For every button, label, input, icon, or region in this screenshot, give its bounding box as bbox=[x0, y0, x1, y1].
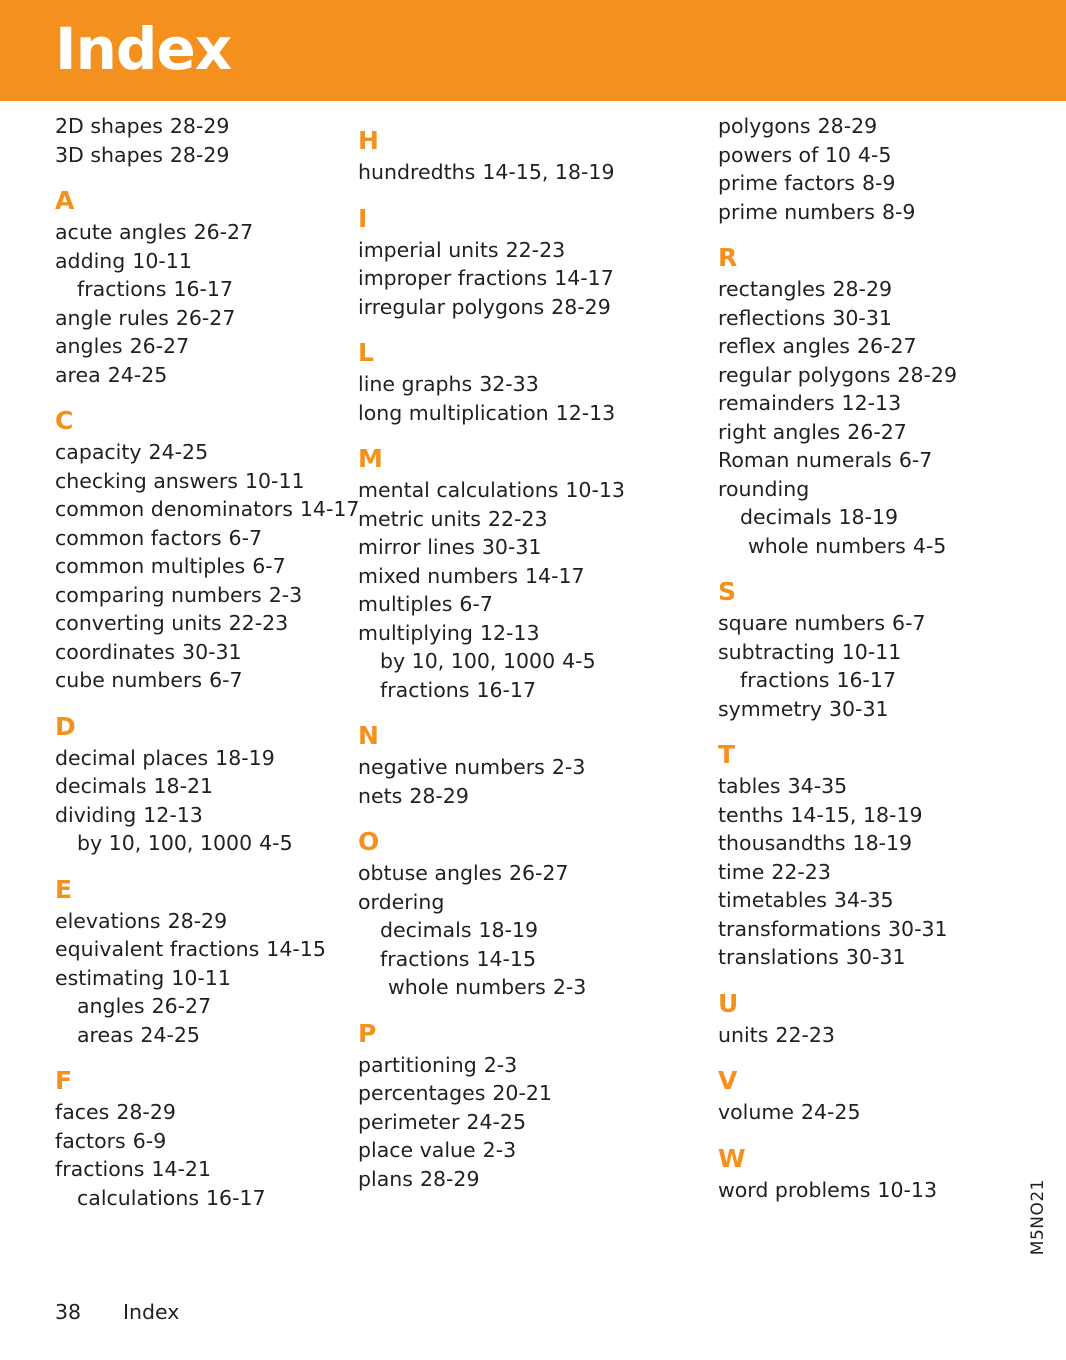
index-entry-term: coordinates bbox=[55, 639, 176, 664]
index-entry[interactable] bbox=[55, 772, 330, 801]
index-entry-term: common multiples bbox=[55, 554, 246, 578]
index-entry[interactable] bbox=[358, 859, 660, 888]
index-entry-term: fractions bbox=[740, 668, 830, 692]
index-entry-term: obtuse angles bbox=[358, 861, 502, 885]
index-entry-pages: 2-3 bbox=[552, 975, 587, 999]
index-entry[interactable] bbox=[718, 475, 1066, 504]
index-entry-term: remainders bbox=[718, 391, 835, 415]
index-entry[interactable] bbox=[718, 695, 1066, 724]
index-entry-pages: 6-7 bbox=[898, 448, 933, 472]
index-entry-pages: 10-11 bbox=[841, 639, 902, 664]
index-entry-pages: 12-13 bbox=[841, 391, 902, 415]
index-top-entries bbox=[55, 112, 330, 169]
index-entry-pages: 28-29 bbox=[116, 1100, 176, 1124]
index-entry-term: percentages bbox=[358, 1081, 486, 1105]
index-entry-pages: 12-13 bbox=[143, 802, 203, 827]
index-entry[interactable] bbox=[55, 112, 330, 141]
index-letter-heading: E bbox=[55, 874, 73, 904]
index-entry-term: common denominators bbox=[55, 497, 293, 521]
index-entry[interactable] bbox=[718, 275, 1066, 304]
index-entry-term: angle rules bbox=[55, 305, 169, 330]
index-entry[interactable] bbox=[718, 858, 1066, 887]
index-entry-pages: 32-33 bbox=[479, 372, 539, 396]
index-entry[interactable] bbox=[358, 973, 660, 1002]
index-entry-pages: 28-29 bbox=[897, 362, 957, 387]
index-entry-term: nets bbox=[358, 783, 403, 808]
index-entry-pages: 26-27 bbox=[175, 305, 236, 330]
index-entry-term: square numbers bbox=[718, 611, 886, 635]
index-entry-term: cube numbers bbox=[55, 668, 203, 692]
index-entry[interactable] bbox=[358, 505, 660, 534]
index-entry-term: area bbox=[55, 362, 101, 387]
index-entry[interactable] bbox=[55, 829, 330, 858]
index-entry-pages: 4-5 bbox=[562, 649, 596, 673]
index-entry-pages: 6-7 bbox=[459, 592, 493, 616]
index-entry-pages: 20-21 bbox=[492, 1081, 552, 1105]
index-entry-term: perimeter bbox=[358, 1109, 460, 1134]
index-entry-pages: 26-27 bbox=[193, 220, 254, 244]
index-entry[interactable] bbox=[718, 1098, 1066, 1127]
index-entry-term: reflections bbox=[718, 305, 826, 330]
index-entry[interactable] bbox=[718, 332, 1066, 361]
index-entry-term: line graphs bbox=[358, 372, 473, 396]
index-entry-pages: 6-7 bbox=[892, 611, 926, 635]
index-entry[interactable] bbox=[55, 1021, 330, 1050]
index-entry[interactable] bbox=[55, 304, 330, 333]
index-entry[interactable] bbox=[718, 418, 1066, 447]
index-entry-term: thousandths bbox=[718, 831, 846, 855]
index-entry-pages: 16-17 bbox=[173, 277, 234, 301]
index-entry-term: metric units bbox=[358, 506, 481, 531]
index-entry[interactable] bbox=[358, 590, 660, 619]
index-entry-pages: 14-17 bbox=[299, 497, 360, 521]
index-entry[interactable] bbox=[55, 552, 330, 581]
index-entry-pages: 30-31 bbox=[481, 535, 542, 559]
index-entry[interactable] bbox=[718, 198, 1066, 227]
index-entry-term: prime numbers bbox=[718, 199, 875, 224]
index-entry[interactable] bbox=[358, 236, 660, 265]
index-entry[interactable] bbox=[718, 801, 1066, 830]
index-entry-term: ordering bbox=[358, 889, 445, 914]
index-letter-heading: W bbox=[718, 1143, 746, 1173]
index-entry[interactable] bbox=[55, 992, 330, 1021]
index-entry-term: factors bbox=[55, 1128, 126, 1153]
index-entry-pages: 28-29 bbox=[167, 908, 228, 933]
index-entry-pages: 22-23 bbox=[228, 611, 289, 635]
page-header-band bbox=[0, 0, 1066, 101]
index-entry-pages: 10-13 bbox=[565, 478, 625, 502]
index-entry[interactable] bbox=[718, 532, 1066, 561]
index-entry-term: by 10, 100, 1000 bbox=[380, 649, 556, 673]
index-entry-pages: 12-13 bbox=[479, 620, 540, 645]
index-entry-term: equivalent fractions bbox=[55, 937, 260, 961]
index-entry[interactable] bbox=[718, 772, 1066, 801]
index-entry[interactable] bbox=[55, 638, 330, 667]
index-entry[interactable] bbox=[55, 275, 330, 304]
index-entry-pages: 26-27 bbox=[151, 994, 212, 1018]
index-entry-pages: 18-19 bbox=[852, 831, 913, 855]
index-entry[interactable] bbox=[358, 782, 660, 811]
index-entry[interactable] bbox=[358, 399, 660, 428]
index-entry[interactable] bbox=[718, 1021, 1066, 1050]
index-entry-term: place value bbox=[358, 1138, 476, 1162]
index-entry-pages: 34-35 bbox=[833, 888, 894, 912]
index-entry[interactable] bbox=[55, 1098, 330, 1127]
index-entry-term: fractions bbox=[380, 677, 470, 702]
index-entry-pages: 10-11 bbox=[171, 965, 231, 990]
index-column-1 bbox=[0, 112, 360, 1212]
index-entry[interactable] bbox=[718, 141, 1066, 170]
index-entry[interactable] bbox=[55, 361, 330, 390]
index-entry[interactable] bbox=[55, 247, 330, 276]
index-entry[interactable] bbox=[718, 943, 1066, 972]
index-entry[interactable] bbox=[55, 1155, 330, 1184]
index-entry-pages: 14-17 bbox=[554, 266, 614, 290]
index-entry-pages: 28-29 bbox=[551, 294, 611, 319]
index-entry-pages: 18-21 bbox=[153, 774, 214, 798]
index-entry-pages: 24-25 bbox=[800, 1100, 861, 1124]
index-entry-pages: 6-7 bbox=[252, 554, 286, 578]
index-entry[interactable] bbox=[55, 744, 330, 773]
index-entry-pages: 18-19 bbox=[478, 918, 539, 942]
index-entry-term: fractions bbox=[380, 946, 470, 971]
index-entry-term: dividing bbox=[55, 802, 137, 827]
index-entry[interactable] bbox=[718, 609, 1066, 638]
index-entry[interactable] bbox=[718, 829, 1066, 858]
index-entry-pages: 24-25 bbox=[466, 1109, 526, 1134]
index-letter-heading: V bbox=[718, 1066, 738, 1095]
index-entry-term: calculations bbox=[77, 1185, 199, 1210]
page-title: Index bbox=[55, 15, 232, 83]
index-entry[interactable] bbox=[358, 619, 660, 648]
index-entry-pages: 4-5 bbox=[259, 831, 293, 855]
index-entry-pages: 10-13 bbox=[877, 1177, 937, 1202]
index-entry[interactable] bbox=[718, 304, 1066, 333]
index-entry-pages: 14-15 bbox=[266, 937, 326, 961]
index-entry[interactable] bbox=[55, 467, 330, 496]
index-entry-term: decimals bbox=[380, 918, 472, 942]
index-letter-heading: R bbox=[718, 243, 738, 272]
index-entry-term: comparing numbers bbox=[55, 582, 262, 607]
index-entry-term: common factors bbox=[55, 525, 222, 550]
index-entry-pages: 14-15, 18-19 bbox=[790, 802, 923, 827]
index-entry-pages: 6-7 bbox=[228, 525, 263, 550]
index-letter-heading: S bbox=[718, 577, 737, 606]
index-column-3 bbox=[660, 112, 1066, 1212]
index-entry[interactable] bbox=[55, 1127, 330, 1156]
index-entry-pages: 18-19 bbox=[838, 505, 899, 529]
index-entry[interactable] bbox=[718, 638, 1066, 667]
index-entry-term: whole numbers bbox=[748, 533, 906, 558]
index-entry-term: long multiplication bbox=[358, 400, 549, 425]
index-entry-term: irregular polygons bbox=[358, 294, 545, 319]
index-letter-heading: U bbox=[718, 988, 739, 1018]
index-entry[interactable] bbox=[55, 438, 330, 467]
index-entry[interactable] bbox=[358, 476, 660, 505]
index-entry-pages: 30-31 bbox=[182, 639, 242, 664]
index-entry-term: plans bbox=[358, 1166, 413, 1191]
index-entry[interactable] bbox=[358, 1165, 660, 1194]
index-entry-pages: 24-25 bbox=[107, 362, 168, 387]
index-entry-pages: 30-31 bbox=[828, 696, 889, 721]
index-entry-pages: 28-29 bbox=[169, 114, 230, 138]
index-entry[interactable] bbox=[718, 446, 1066, 475]
index-entry-term: mixed numbers bbox=[358, 563, 518, 588]
index-entry-pages: 16-17 bbox=[206, 1185, 266, 1210]
index-entry-term: units bbox=[718, 1022, 769, 1047]
index-entry[interactable] bbox=[55, 1184, 330, 1213]
index-entry-term: mental calculations bbox=[358, 478, 559, 502]
index-entry-term: prime factors bbox=[718, 171, 855, 195]
index-entry-pages: 30-31 bbox=[832, 305, 892, 330]
index-entry[interactable] bbox=[358, 1108, 660, 1137]
index-entry-pages: 14-21 bbox=[151, 1157, 212, 1181]
index-entry-term: imperial units bbox=[358, 237, 499, 262]
index-entry[interactable] bbox=[55, 666, 330, 695]
index-entry-term: converting units bbox=[55, 611, 222, 635]
index-entry-pages: 6-9 bbox=[132, 1128, 167, 1153]
index-letter-heading: I bbox=[358, 203, 368, 233]
index-entry-pages: 30-31 bbox=[888, 916, 948, 941]
index-letter-heading: T bbox=[718, 740, 736, 769]
index-entry[interactable] bbox=[55, 581, 330, 610]
index-entry-term: translations bbox=[718, 945, 839, 969]
index-letter-heading: F bbox=[55, 1066, 73, 1095]
index-entry[interactable] bbox=[718, 666, 1066, 695]
index-entry-pages: 28-29 bbox=[169, 142, 230, 167]
index-entry-pages: 16-17 bbox=[836, 668, 897, 692]
index-letter-heading: L bbox=[358, 338, 374, 367]
index-entry[interactable] bbox=[718, 1176, 1066, 1205]
index-entry-term: multiples bbox=[358, 592, 453, 616]
index-entry-term: Roman numerals bbox=[718, 448, 892, 472]
index-column-2 bbox=[330, 112, 660, 1212]
folio-number: 38 bbox=[55, 1300, 82, 1324]
index-entry[interactable] bbox=[358, 264, 660, 293]
index-entry-pages: 26-27 bbox=[856, 334, 917, 358]
index-entry-term: rounding bbox=[718, 476, 810, 501]
index-entry-pages: 22-23 bbox=[487, 506, 548, 531]
index-entry-pages: 2-3 bbox=[268, 582, 303, 607]
index-entry[interactable] bbox=[55, 907, 330, 936]
index-entry-term: elevations bbox=[55, 908, 161, 933]
index-entry-pages: 14-15, 18-19 bbox=[482, 160, 615, 184]
index-entry[interactable] bbox=[55, 801, 330, 830]
index-entry-term: 3D shapes bbox=[55, 142, 163, 167]
index-entry-term: fractions bbox=[55, 1157, 145, 1181]
index-entry-pages: 4-5 bbox=[857, 142, 892, 167]
index-entry-term: adding bbox=[55, 248, 126, 273]
index-entry-term: 2D shapes bbox=[55, 114, 163, 138]
index-entry-term: partitioning bbox=[358, 1052, 477, 1077]
index-entry[interactable] bbox=[358, 370, 660, 399]
index-entry-term: right angles bbox=[718, 419, 841, 444]
index-entry-pages: 10-11 bbox=[244, 468, 305, 493]
index-entry-term: hundredths bbox=[358, 160, 476, 184]
index-entry-term: subtracting bbox=[718, 639, 835, 664]
index-entry-pages: 4-5 bbox=[912, 533, 947, 558]
index-entry-pages: 2-3 bbox=[482, 1138, 517, 1162]
index-letter-heading: C bbox=[55, 406, 74, 435]
index-entry-pages: 24-25 bbox=[148, 440, 209, 464]
index-entry-term: rectangles bbox=[718, 277, 826, 301]
index-top-entries bbox=[718, 112, 1066, 226]
index-entry-pages: 28-29 bbox=[419, 1166, 480, 1191]
index-entry[interactable] bbox=[718, 503, 1066, 532]
index-entry[interactable] bbox=[358, 1079, 660, 1108]
index-entry-term: timetables bbox=[718, 888, 827, 912]
index-entry-term: fractions bbox=[77, 277, 167, 301]
index-entry-term: multiplying bbox=[358, 620, 473, 645]
index-entry-term: time bbox=[718, 859, 765, 884]
index-entry-term: estimating bbox=[55, 965, 165, 990]
index-entry-pages: 34-35 bbox=[787, 774, 848, 798]
index-entry-pages: 8-9 bbox=[881, 199, 916, 224]
index-entry-pages: 22-23 bbox=[771, 859, 831, 884]
index-entry-pages: 22-23 bbox=[505, 237, 566, 262]
index-entry-term: whole numbers bbox=[388, 975, 546, 999]
index-entry-term: mirror lines bbox=[358, 535, 475, 559]
index-letter-heading: D bbox=[55, 711, 76, 741]
index-entry[interactable] bbox=[358, 888, 660, 917]
index-entry[interactable] bbox=[718, 886, 1066, 915]
index-letter-heading: O bbox=[358, 827, 380, 856]
index-entry[interactable] bbox=[718, 915, 1066, 944]
index-entry-term: transformations bbox=[718, 916, 882, 941]
index-entry-pages: 30-31 bbox=[845, 945, 906, 969]
index-entry[interactable] bbox=[55, 332, 330, 361]
index-entry-pages: 26-27 bbox=[847, 419, 907, 444]
index-entry[interactable] bbox=[55, 964, 330, 993]
index-entry[interactable] bbox=[358, 562, 660, 591]
index-entry[interactable] bbox=[55, 495, 360, 524]
index-entry-pages: 18-19 bbox=[215, 745, 275, 770]
index-entry-term: tables bbox=[718, 774, 781, 798]
index-letter-heading: M bbox=[358, 444, 383, 473]
index-entry-pages: 14-17 bbox=[525, 563, 585, 588]
index-entry-pages: 26-27 bbox=[129, 334, 190, 358]
index-entry[interactable] bbox=[358, 647, 660, 676]
index-entry-term: decimal places bbox=[55, 745, 209, 770]
index-entry-pages: 12-13 bbox=[555, 400, 616, 425]
index-entry-pages: 10-11 bbox=[132, 248, 192, 273]
index-entry-pages: 24-25 bbox=[140, 1022, 200, 1047]
index-entry-pages: 8-9 bbox=[861, 171, 896, 195]
index-entry-term: decimals bbox=[55, 774, 147, 798]
index-entry-term: faces bbox=[55, 1100, 110, 1124]
index-letter-heading: P bbox=[358, 1018, 377, 1048]
index-entry[interactable] bbox=[718, 112, 1066, 141]
index-entry-pages: 28-29 bbox=[832, 277, 893, 301]
index-entry-pages: 16-17 bbox=[476, 677, 537, 702]
index-entry[interactable] bbox=[55, 935, 330, 964]
index-entry-term: tenths bbox=[718, 802, 784, 827]
index-entry-term: regular polygons bbox=[718, 362, 891, 387]
index-entry[interactable] bbox=[358, 1136, 660, 1165]
index-entry[interactable] bbox=[358, 533, 660, 562]
index-entry[interactable] bbox=[718, 389, 1066, 418]
index-entry[interactable] bbox=[358, 753, 660, 782]
index-entry[interactable] bbox=[358, 676, 660, 705]
index-entry[interactable] bbox=[55, 141, 330, 170]
page-footer bbox=[55, 1300, 179, 1324]
index-columns bbox=[0, 112, 1066, 1212]
index-entry[interactable] bbox=[358, 158, 660, 187]
index-entry-pages: 2-3 bbox=[551, 755, 586, 779]
index-entry-term: by 10, 100, 1000 bbox=[77, 831, 253, 855]
index-entry-pages: 26-27 bbox=[508, 861, 569, 885]
index-entry-pages: 22-23 bbox=[775, 1022, 835, 1047]
index-entry-term: decimals bbox=[740, 505, 832, 529]
index-entry[interactable] bbox=[718, 361, 1066, 390]
index-entry-term: acute angles bbox=[55, 220, 187, 244]
index-entry-term: powers of 10 bbox=[718, 142, 851, 167]
index-letter-heading: A bbox=[55, 186, 75, 215]
index-entry[interactable] bbox=[358, 1051, 660, 1080]
index-entry[interactable] bbox=[358, 916, 660, 945]
index-entry-term: areas bbox=[77, 1022, 134, 1047]
index-entry-term: volume bbox=[718, 1100, 794, 1124]
index-entry-term: symmetry bbox=[718, 696, 822, 721]
index-entry-term: angles bbox=[55, 334, 123, 358]
index-entry-pages: 28-29 bbox=[817, 114, 878, 138]
index-entry-pages: 28-29 bbox=[409, 783, 469, 808]
index-entry-term: negative numbers bbox=[358, 755, 545, 779]
index-entry-term: word problems bbox=[718, 1177, 871, 1202]
index-entry[interactable] bbox=[55, 524, 330, 553]
index-entry[interactable] bbox=[718, 169, 1066, 198]
index-entry-term: reflex angles bbox=[718, 334, 850, 358]
index-entry[interactable] bbox=[55, 218, 330, 247]
index-entry-term: capacity bbox=[55, 440, 142, 464]
index-letter-heading: N bbox=[358, 721, 379, 750]
side-code: M5NO21 bbox=[1028, 1178, 1048, 1255]
folio-label: Index bbox=[123, 1300, 180, 1324]
index-entry-term: polygons bbox=[718, 114, 811, 138]
index-entry[interactable] bbox=[55, 609, 330, 638]
index-entry-term: checking answers bbox=[55, 468, 238, 493]
index-entry[interactable] bbox=[358, 293, 660, 322]
index-entry-pages: 6-7 bbox=[209, 668, 243, 692]
index-entry[interactable] bbox=[358, 945, 660, 974]
index-entry-pages: 14-15 bbox=[476, 946, 537, 971]
index-entry-term: improper fractions bbox=[358, 266, 548, 290]
index-entry-term: angles bbox=[77, 994, 145, 1018]
index-letter-heading: H bbox=[358, 126, 379, 155]
index-entry-pages: 2-3 bbox=[483, 1052, 518, 1077]
